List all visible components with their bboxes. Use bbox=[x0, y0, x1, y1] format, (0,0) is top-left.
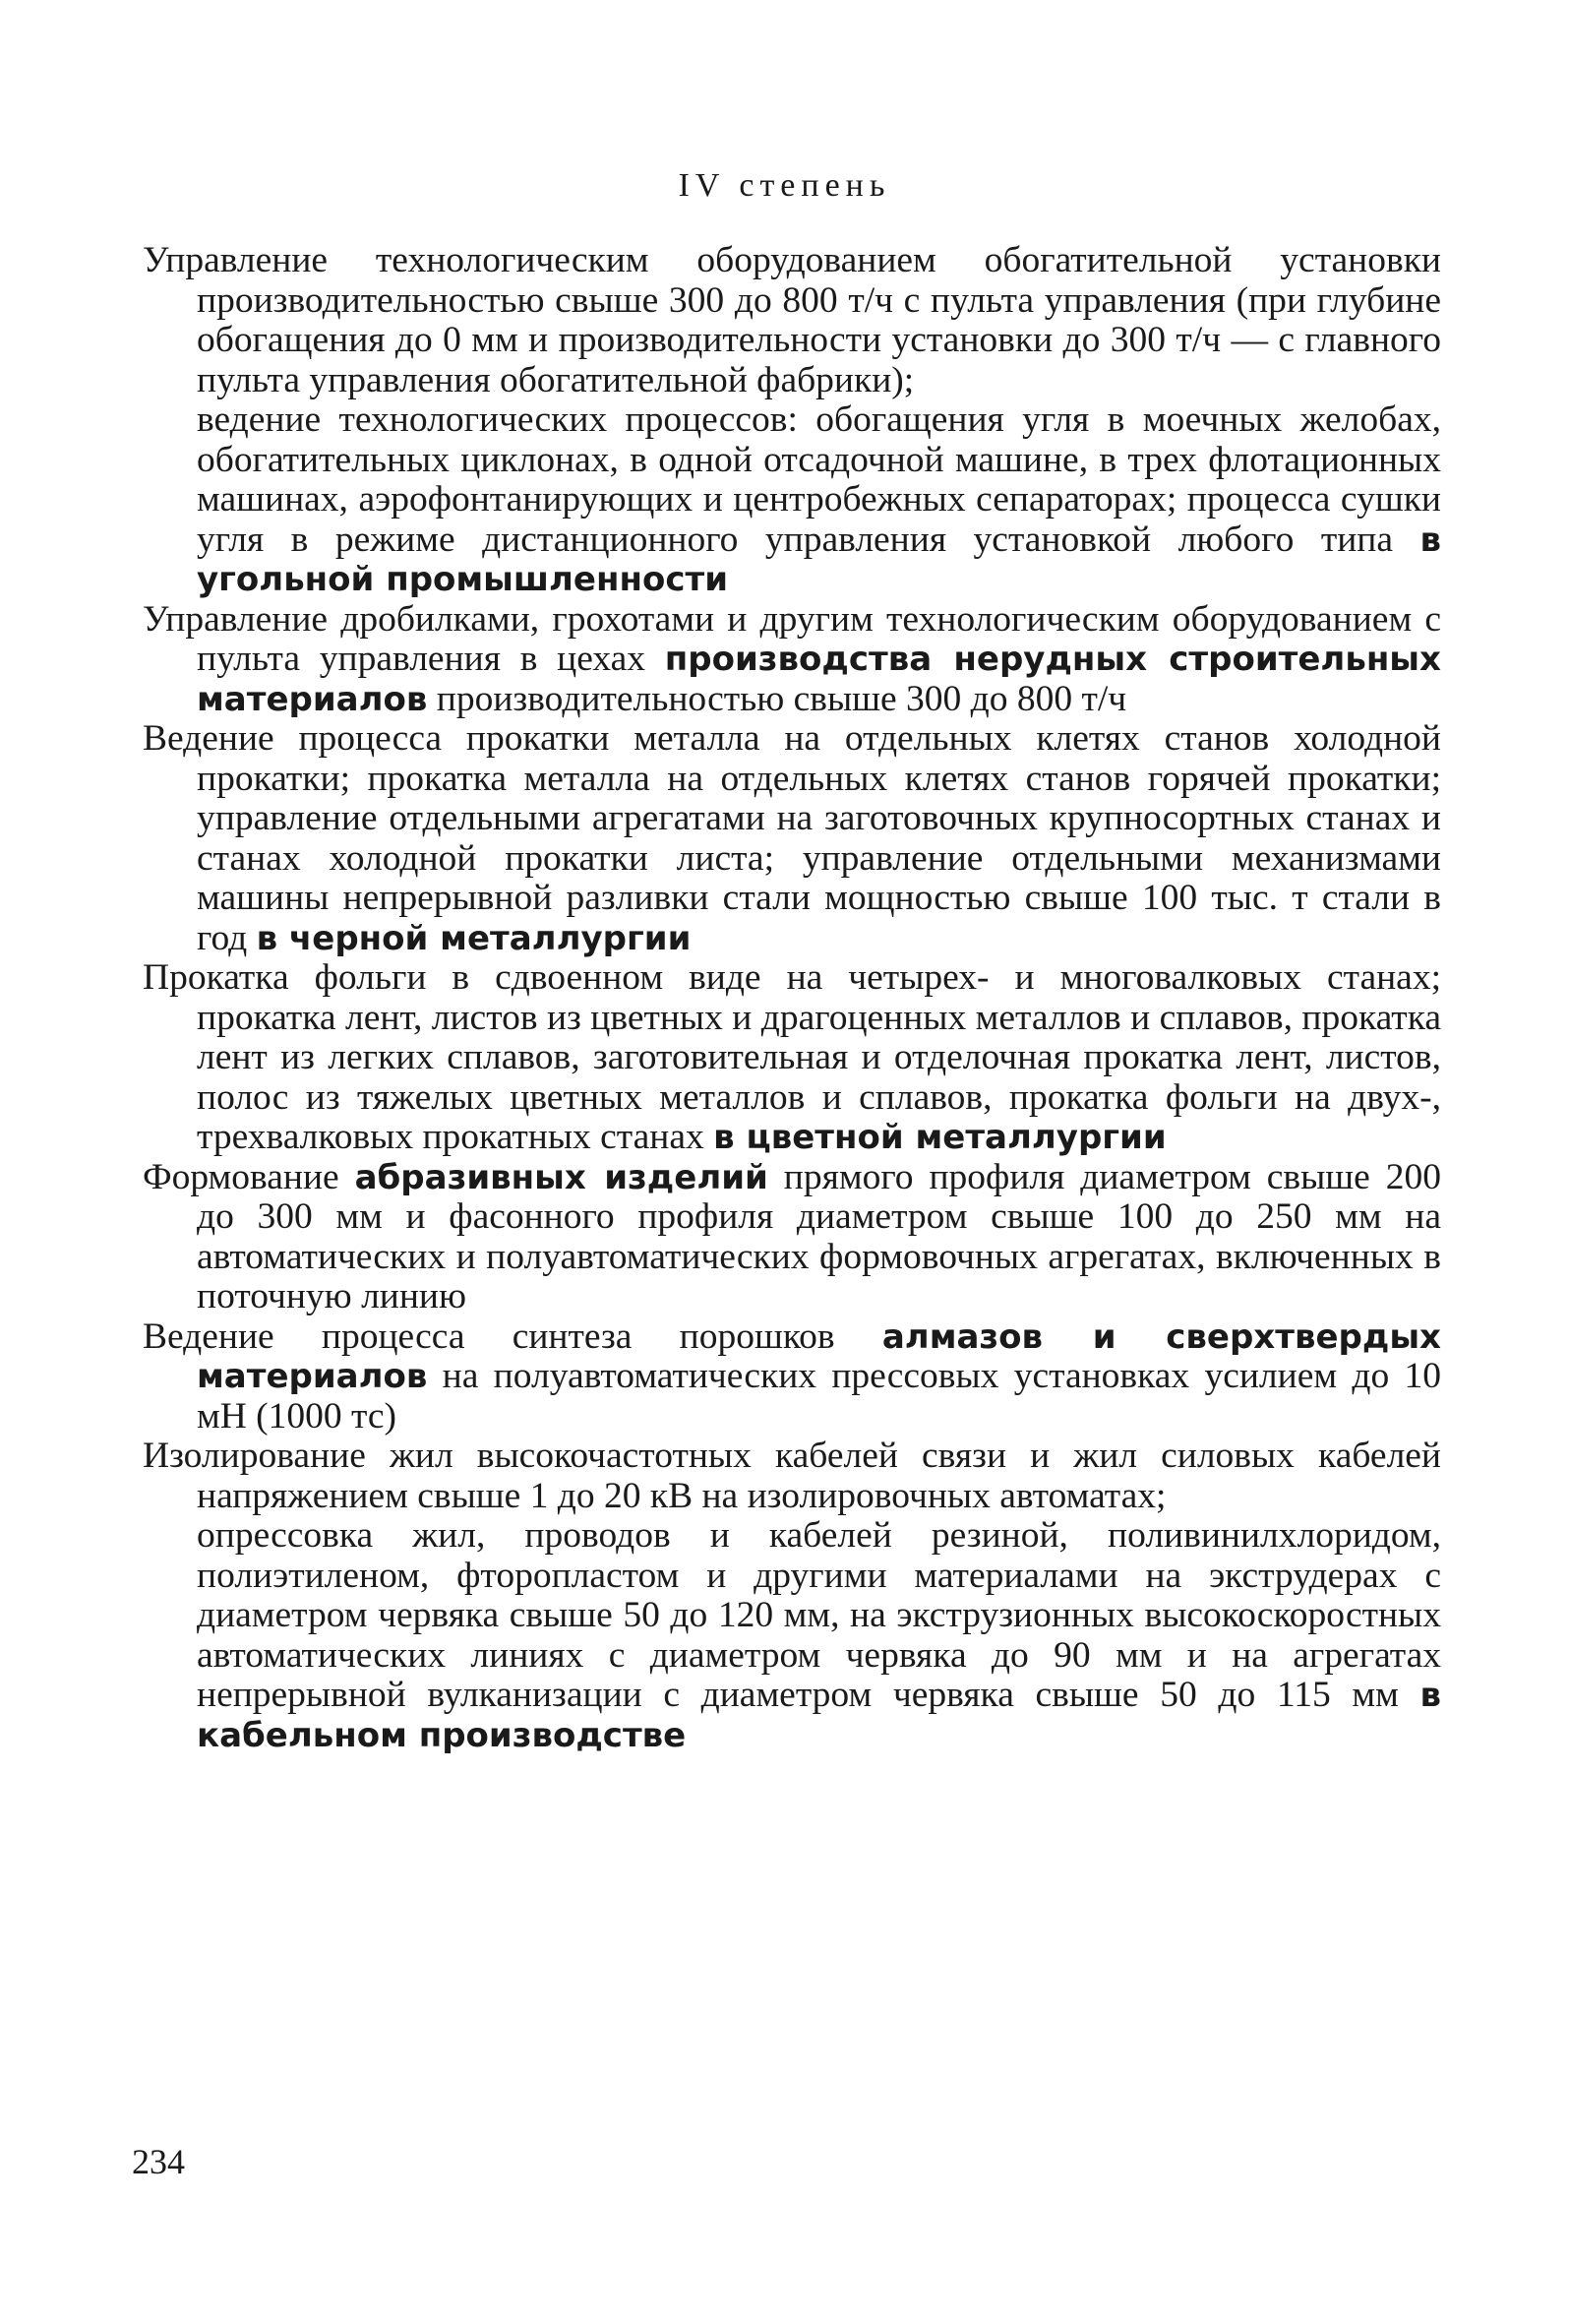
entry-ferrous-metallurgy bbox=[143, 719, 1441, 958]
paragraph: Ведение процесса синтеза порошков алмазов и сверхтвердых материалов на полуавтоматических прессовых установках усилием до 10 мН (1000 тс) bbox=[143, 1315, 1441, 1437]
entry-building-materials bbox=[143, 600, 1441, 720]
paragraph: Прокатка фольги в сдвоенном виде на четырех- и многовалковых станах; прокатка лент, листов из цветных и драгоценных металлов и сплавов, прокатка лент из легких сплавов, заготовительная и отделочная прокатка лент, листов, полос из тяжелых цветных металлов и сплавов, прокатка фольги на двух-, трехвалковых прокатных станах в цветной металлургии bbox=[143, 957, 1441, 1157]
page-number: 234 bbox=[132, 2142, 185, 2181]
industry-name: абразивных изделий bbox=[354, 1157, 768, 1197]
entry-coal-industry bbox=[143, 241, 1441, 600]
industry-name: в цветной металлургии bbox=[713, 1118, 1167, 1157]
entries-list bbox=[143, 241, 1441, 1755]
industry-name: алмазов и сверхтвердых материалов bbox=[197, 1316, 1441, 1396]
entry-nonferrous-metallurgy bbox=[143, 958, 1441, 1158]
entry-diamonds bbox=[143, 1317, 1441, 1437]
industry-name: в черной металлургии bbox=[256, 918, 692, 958]
industry-name: в кабельном производстве bbox=[197, 1676, 1441, 1755]
section-heading: IV степень bbox=[678, 167, 891, 204]
paragraph: Управление технологическим оборудованием обогатительной установки производительностью свыше 300 до 800 т/ч с пульта управления (при глубине обогащения до 0 мм и производительности установки до 300 т/ч — с главного пульта управления обогатительной фабрики); bbox=[143, 240, 1441, 400]
paragraph: опрессовка жил, проводов и кабелей резиной, поливинилхлоридом, полиэтиленом, фторопластом и другими материалами на экструдерах с диаметром червяка свыше 50 до 120 мм, на экструзионных высокоскоростных автоматических линиях с диаметром червяка до 90 мм и на агрегатах непрерывной вулканизации с диаметром червяка свыше 50 до 115 мм в кабельном производстве bbox=[197, 1515, 1441, 1755]
paragraph: Формование абразивных изделий прямого профиля диаметром свыше 200 до 300 мм и фасонного профиля диаметром свыше 100 до 250 мм на автоматических и полуавтоматических формовочных агрегатах, включенных в поточную линию bbox=[143, 1156, 1441, 1316]
entry-cable-production bbox=[143, 1437, 1441, 1755]
industry-name: производства нерудных строительных материалов bbox=[197, 640, 1441, 719]
entry-abrasives bbox=[143, 1158, 1441, 1317]
paragraph: Управление дробилками, грохотами и другим технологическим оборудованием с пульта управления в цехах производства нерудных строительных материалов производительностью свыше 300 до 800 т/ч bbox=[143, 598, 1441, 719]
industry-name: в угольной промышленности bbox=[197, 520, 1441, 599]
paragraph: Изолирование жил высокочастотных кабелей связи и жил силовых кабелей напряжением свыше 1 до 20 кВ на изолировочных автоматах; bbox=[143, 1436, 1441, 1516]
paragraph: Ведение процесса прокатки металла на отдельных клетях станов холодной прокатки; прокатка металла на отдельных клетях станов горячей прокатки; управление отдельными агрегатами на заготовочных крупносортных станах и станах холодной прокатки листа; управление отдельными механизмами машины непрерывной разливки стали мощностью свыше 100 тыс. т стали в год в черной металлургии bbox=[143, 718, 1441, 958]
paragraph: ведение технологических процессов: обогащения угля в моечных желобах, обогатительных циклонах, в одной отсадочной машине, в трех флотационных машинах, аэрофонтанирующих и центробежных сепараторах; процесса сушки угля в режиме дистанционного управления установкой любого типа в угольной промышленности bbox=[197, 399, 1441, 599]
